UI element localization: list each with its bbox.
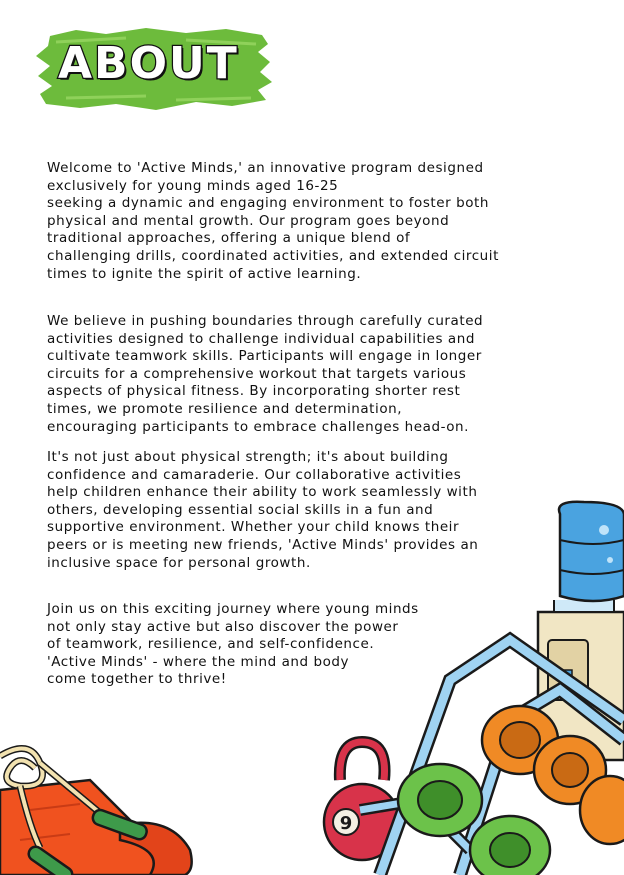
dumbbell-rack-icon	[360, 600, 624, 875]
intro-paragraph: Welcome to 'Active Minds,' an innovative program designed exclusively for young minds aged 16-25 seeking a dynamic and engaging environment to foster both physical and mental growth. Our program goes beyond traditional approaches, offering a unique blend of challenging drills, coordinated activities, and extended circuit times to ignite the spirit of active learning.	[47, 160, 499, 282]
philosophy-paragraph: We believe in pushing boundaries through carefully curated activities designed to challenge individual capabilities and cultivate teamwork skills. Participants will engage in longer circuits for a comprehensive workout that targets various aspects of physical fitness. By incorporating shorter rest times, we promote resilience and determination, encouraging participants to embrace challenges head-on.	[47, 313, 484, 435]
page-title: ABOUT	[58, 38, 239, 89]
kettlebell-number: 9	[339, 813, 353, 834]
closing-paragraph: Join us on this exciting journey where young minds not only stay active but also discover the power of teamwork, resilience, and self-confidence. 'Active Minds' - where the mind and body come together to thrive!	[47, 601, 419, 688]
jump-rope-icon	[0, 738, 170, 875]
teamwork-paragraph: It's not just about physical strength; it's about building confidence and camaraderie. Our collaborative activities help children enhance their ability to work seamlessly with others, developing essential social skills in a fun and supportive environment. Whether your child knows their peers or is meeting new friends, 'Active Minds' provides an inclusive space for personal growth.	[47, 449, 479, 571]
